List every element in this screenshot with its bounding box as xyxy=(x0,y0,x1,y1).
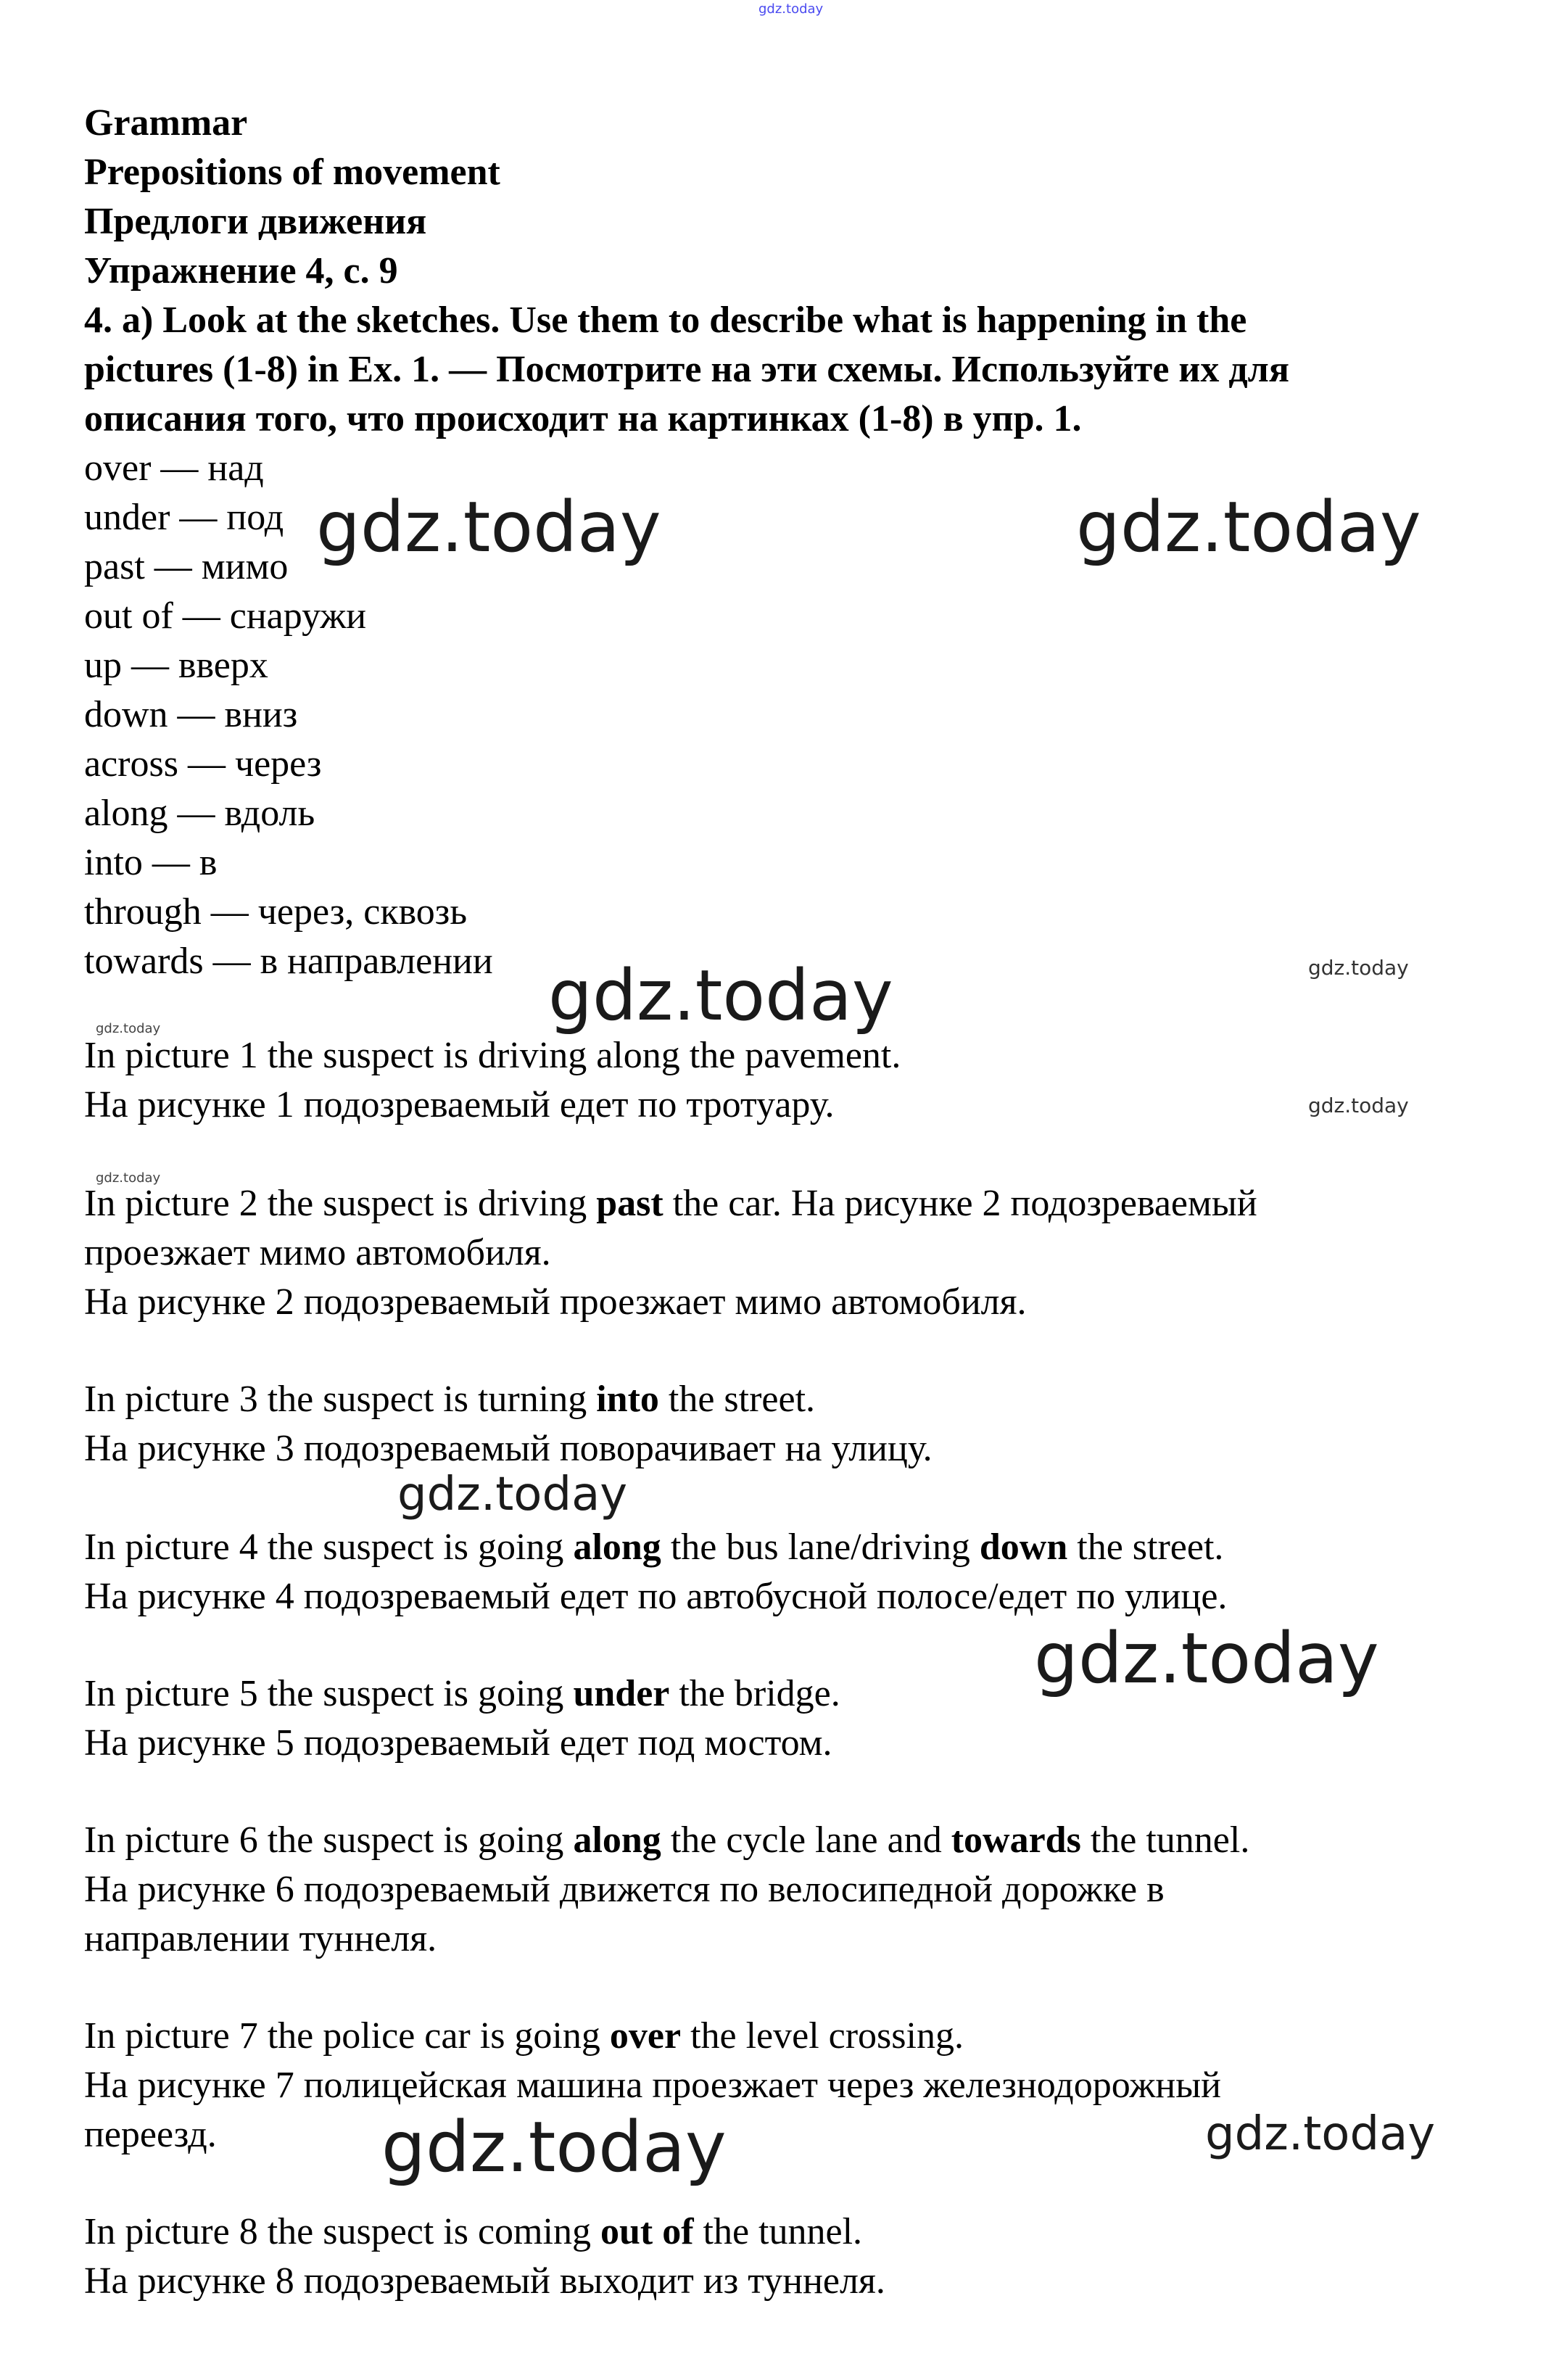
answer-3-ru: На рисунке 3 подозреваемый поворачивает на улицу. xyxy=(84,1428,933,1469)
vocab-item: past — мимо xyxy=(84,546,289,587)
heading-topic-en: Prepositions of movement xyxy=(84,152,500,193)
heading-grammar: Grammar xyxy=(84,102,248,144)
vocab-item: down — вниз xyxy=(84,694,298,735)
vocab-item: under — под xyxy=(84,497,284,538)
watermark: gdz.today xyxy=(1076,487,1421,568)
vocab-item: into — в xyxy=(84,842,218,883)
answer-6-ru-cont: направлении туннеля. xyxy=(84,1918,437,1959)
answer-1-en: In picture 1 the suspect is driving along the pavement. xyxy=(84,1035,901,1076)
watermark: gdz.today xyxy=(548,955,893,1036)
task-line: pictures (1-8) in Ex. 1. — Посмотрите на эти схемы. Используйте их для xyxy=(84,349,1289,390)
answer-2-en: In picture 2 the suspect is driving past the car. На рисунке 2 подозреваемый xyxy=(84,1183,1257,1224)
answer-7-en: In picture 7 the police car is going over the level crossing. xyxy=(84,2015,964,2057)
watermark: gdz.today xyxy=(758,1,824,17)
answer-2-ru: На рисунке 2 подозреваемый проезжает мимо автомобиля. xyxy=(84,1281,1027,1323)
watermark: gdz.today xyxy=(96,1170,161,1186)
vocab-item: towards — в направлении xyxy=(84,941,493,982)
heading-topic-ru: Предлоги движения xyxy=(84,201,427,242)
vocab-item: up — вверх xyxy=(84,645,268,686)
answer-6-en: In picture 6 the suspect is going along the cycle lane and towards the tunnel. xyxy=(84,1819,1250,1861)
answer-2-en-cont: проезжает мимо автомобиля. xyxy=(84,1232,551,1273)
watermark: gdz.today xyxy=(96,1021,161,1036)
answer-8-ru: На рисунке 8 подозреваемый выходит из туннеля. xyxy=(84,2260,885,2302)
task-line: 4. a) Look at the sketches. Use them to describe what is happening in the xyxy=(84,299,1247,341)
watermark: gdz.today xyxy=(397,1468,628,1521)
answer-5-ru: На рисунке 5 подозреваемый едет под мостом. xyxy=(84,1722,832,1764)
vocab-item: through — через, сквозь xyxy=(84,891,468,933)
answer-8-en: In picture 8 the suspect is coming out of the tunnel. xyxy=(84,2211,863,2252)
vocab-item: across — через xyxy=(84,743,322,785)
answer-5-en: In picture 5 the suspect is going under the bridge. xyxy=(84,1673,840,1714)
vocab-item: over — над xyxy=(84,447,264,489)
watermark: gdz.today xyxy=(1034,1618,1379,1699)
watermark: gdz.today xyxy=(316,487,661,568)
answer-4-en: In picture 4 the suspect is going along the bus lane/driving down the street. xyxy=(84,1526,1224,1568)
vocab-item: along — вдоль xyxy=(84,793,315,834)
exercise-number: Упражнение 4, с. 9 xyxy=(84,250,398,292)
vocab-item: out of — снаружи xyxy=(84,595,367,637)
answer-7-ru: На рисунке 7 полицейская машина проезжает через железнодорожный xyxy=(84,2065,1221,2106)
task-line: описания того, что происходит на картинках (1-8) в упр. 1. xyxy=(84,398,1082,439)
watermark: gdz.today xyxy=(1308,1094,1409,1117)
watermark: gdz.today xyxy=(1205,2107,1436,2161)
answer-6-ru: На рисунке 6 подозреваемый движется по велосипедной дорожке в xyxy=(84,1869,1165,1910)
answer-1-ru: На рисунке 1 подозреваемый едет по тротуару. xyxy=(84,1084,835,1125)
answer-3-en: In picture 3 the suspect is turning into the street. xyxy=(84,1379,816,1420)
watermark: gdz.today xyxy=(1308,956,1409,980)
answer-7-ru-cont: переезд. xyxy=(84,2114,217,2155)
watermark: gdz.today xyxy=(381,2107,727,2188)
answer-4-ru: На рисунке 4 подозреваемый едет по автобусной полосе/едет по улице. xyxy=(84,1576,1228,1617)
